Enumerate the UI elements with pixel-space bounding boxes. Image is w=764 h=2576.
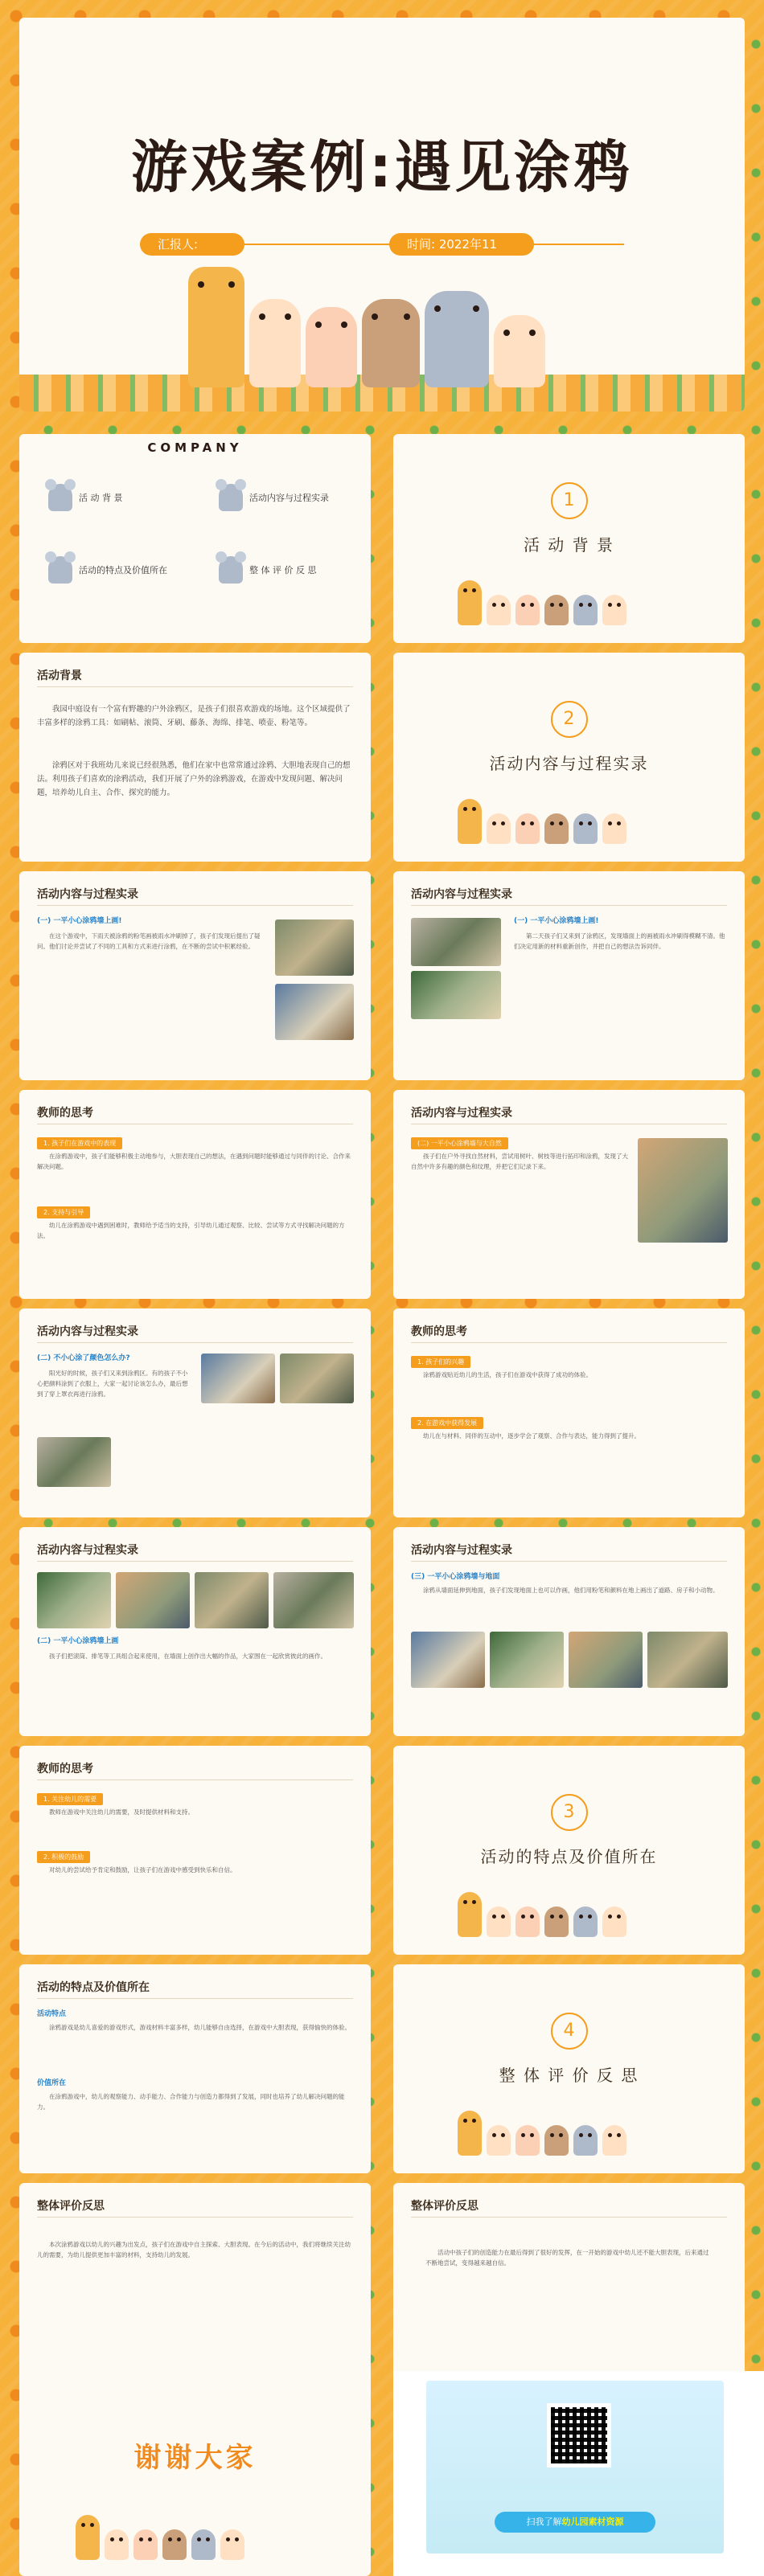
kid-character [487,2125,511,2156]
giraffe-character [458,2111,482,2156]
activity-photo [275,984,354,1040]
character-group [458,799,626,844]
activity-photo [116,1572,190,1628]
slide-title: 整体评价反思 [37,2200,105,2213]
paragraph: 孩子们把滚筒、排笔等工具组合起来使用，在墙面上创作出大幅的作品，大家围在一起欣赏彼此的画作。 [49,1652,327,1660]
paragraph: 对幼儿的尝试给予肯定和鼓励，让孩子们在游戏中感受到快乐和自信。 [49,1866,236,1874]
qr-banner [495,2512,655,2533]
section-slide-1 [393,434,745,643]
company-label: COMPANY [147,440,243,455]
section-slide-2 [393,653,745,862]
title-divider [37,1779,353,1780]
activity-photo [411,918,501,966]
cover-title-text: 游戏案例:遇见涂鸦 [131,134,633,200]
giraffe-character [458,580,482,625]
slide-title: 活动内容与过程实录 [37,1325,138,1338]
record-slide [19,1308,371,1517]
subsection-tag: (二) 一平小心涂鸦墙上画 [37,1637,119,1645]
kid-character [105,2529,129,2560]
record-slide [393,1527,745,1736]
mouse-character [191,2529,216,2560]
slide-title: 活动背景 [37,670,82,682]
toc-slide [19,434,371,643]
background-slide [19,653,371,862]
activity-photo [273,1572,354,1628]
title-divider [411,1342,727,1343]
giraffe-character [458,1892,482,1937]
title-divider [37,1998,353,1999]
mouse-character [573,595,598,625]
activity-photo [411,1632,485,1688]
slide-title: 活动内容与过程实录 [411,1107,512,1120]
paragraph: 在这个游戏中，下雨天被涂鸦的粉笔画被雨水冲刷掉了，孩子们发现后提出了疑问。他们讨论并尝试了不同的工具和方式来进行涂鸦，在不断的尝试中积累经验。 [37,932,261,950]
bunny-girl-character [515,2125,540,2156]
slide-title: 活动内容与过程实录 [37,888,138,901]
title-divider [37,686,353,687]
title-divider [37,1561,353,1562]
subsection-tag: 1. 关注幼儿的需要 [37,1793,103,1805]
dog-character [162,2529,187,2560]
paragraph: 在涂鸦游戏中，幼儿的观察能力、动手能力、合作能力与创造力都得到了发展，同时也培养了幼儿解决问题的能力。 [37,2093,345,2111]
giraffe-character [458,799,482,844]
value-heading: 价值所在 [37,2079,67,2087]
paragraph: 我园中庭设有一个富有野趣的户外涂鸦区，是孩子们很喜欢游戏的场地。这个区域提供了丰富多样的涂鸦工具：如刷帖、滚筒、牙刷、藤条、海绵、排笔、喷壶、粉笔等。 [37,705,351,727]
slide-title: 活动的特点及价值所在 [37,1981,150,1994]
kid-character [602,813,626,844]
activity-photo [638,1138,728,1243]
toc-item-1[interactable] [48,484,123,511]
character-group [458,1892,626,1937]
character-group [76,2515,244,2560]
mouse-icon [48,484,72,511]
section-title: 活动的特点及价值所在 [480,1847,658,1866]
mouse-icon [219,556,243,584]
section-title: 整 体 评 价 反 思 [499,2066,639,2085]
paragraph: 涂鸦从墙面延伸到地面，孩子们发现地面上也可以作画，他们用粉笔和颜料在地上画出了道路、房子和小动物。 [423,1587,719,1594]
qr-code-icon[interactable] [547,2403,611,2467]
paragraph: 幼儿在与材料、同伴的互动中，逐步学会了观察、合作与表达，能力得到了提升。 [423,1432,640,1440]
feature-heading: 活动特点 [37,2010,67,2018]
slide-title: 活动内容与过程实录 [411,888,512,901]
activity-photo [195,1572,269,1628]
dog-character [544,813,569,844]
kid-character [249,299,301,387]
subsection-tag: 1. 孩子们在游戏中的表现 [37,1137,122,1149]
mouse-character [425,291,489,387]
paragraph: 幼儿在涂鸦游戏中遇到困难时，教师给予适当的支持，引导幼儿通过观察、比较、尝试等方式寻找解决问题的方法。 [37,1222,345,1239]
activity-photo [275,919,354,976]
dog-character [362,299,420,387]
toc-item-4[interactable] [219,556,316,584]
section-slide-4 [393,1964,745,2173]
subsection-tag: 2. 积极的鼓励 [37,1851,90,1863]
section-number: 3 [551,1794,588,1831]
teacher-thinking-slide [393,1308,745,1517]
qr-banner-highlight: 幼儿园素材资源 [561,2517,624,2527]
slide-title: 整体评价反思 [411,2200,479,2213]
kid-character [602,1906,626,1937]
title-divider [37,1342,353,1343]
activity-photo [280,1354,354,1403]
toc-label: 活 动 背 景 [79,493,123,503]
record-slide [393,871,745,1080]
subsection-tag: 2. 在游戏中获得发展 [411,1417,483,1429]
slide-title: 教师的思考 [37,1763,93,1775]
cover-slide [19,18,745,412]
kid-character [602,2125,626,2156]
paragraph: 涂鸦区对于我班幼儿来说已经很熟悉，他们在家中也常常通过涂鸦、大胆地表现自己的想法。利用孩子们喜欢的涂鸦活动，我们开展了户外的涂鸦游戏，在游戏中发现问题、解决问题，培养幼儿自主、合作、探究的能力。 [37,761,351,797]
thanks-text: 谢谢大家 [133,2442,257,2474]
paragraph: 第二天孩子们又来到了涂鸦区，发现墙面上的画被雨水冲刷得模糊不清。他们决定用新的材料重新创作，并把自己的想法告诉同伴。 [514,932,725,950]
kid-character [487,595,511,625]
reflection-slide [393,2183,745,2392]
bunny-girl-character [133,2529,158,2560]
paragraph: 孩子们在户外寻找自然材料，尝试用树叶、树枝等进行拓印和涂鸦，发现了大自然中许多有趣的颜色和纹理，并把它们记录下来。 [411,1153,628,1170]
paragraph: 涂鸦游戏贴近幼儿的生活，孩子们在游戏中获得了成功的体验。 [423,1371,592,1378]
cover-title [19,122,745,203]
subsection-tag: (二) 不小心涂了颜色怎么办? [37,1354,130,1362]
mouse-icon [219,484,243,511]
activity-photo [490,1632,564,1688]
qr-banner-text: 扫我了解 [526,2517,562,2527]
activity-photo [37,1437,111,1487]
character-group [188,267,545,387]
toc-label: 活动内容与过程实录 [249,493,329,503]
bunny-girl-character [515,1906,540,1937]
kid-character [220,2529,244,2560]
teacher-thinking-slide [19,1746,371,1955]
bunny-girl-character [306,307,357,387]
activity-photo [201,1354,275,1403]
title-divider [37,2217,353,2218]
mouse-character [573,813,598,844]
subsection-tag: (三) 一平小心涂鸦墙与地面 [411,1573,500,1581]
teacher-thinking-slide [19,1090,371,1299]
slide-title: 教师的思考 [411,1325,467,1338]
section-number: 2 [551,701,588,738]
giraffe-character [188,267,244,387]
bunny-girl-character [515,595,540,625]
record-slide [393,1090,745,1299]
title-divider [411,905,727,906]
mouse-icon [48,556,72,584]
features-slide [19,1964,371,2173]
section-number: 1 [551,482,588,519]
bunny-girl-character [515,813,540,844]
paragraph: 在涂鸦游戏中，孩子们能够积极主动地参与，大胆表现自己的想法，在遇到问题时能够通过与同伴的讨论、合作来解决问题。 [37,1153,351,1170]
mouse-character [573,2125,598,2156]
qr-promo-card[interactable] [426,2381,724,2553]
section-title: 活动内容与过程实录 [489,754,649,773]
section-slide-3 [393,1746,745,1955]
slide-title: 活动内容与过程实录 [411,1544,512,1557]
paragraph: 教师在游戏中关注幼儿的需要，及时提供材料和支持。 [49,1808,194,1816]
paragraph: 本次涂鸦游戏以幼儿的兴趣为出发点，孩子们在游戏中自主探索、大胆表现。在今后的活动中，我们将继续关注幼儿的需要，为幼儿提供更加丰富的材料，支持幼儿的发展。 [37,2241,351,2259]
subsection-tag: 1. 孩子们的兴趣 [411,1356,470,1368]
character-group [458,2111,626,2156]
title-divider [37,905,353,906]
time-pill: 时间: 2022年11 [389,233,534,256]
character-group [458,580,626,625]
subsection-tag: (一) 一平小心涂鸦墙上画! [37,917,122,925]
dog-character [544,2125,569,2156]
paragraph: 阳光好的时候，孩子们又来到涂鸦区。有的孩子不小心把颜料涂到了衣服上，大家一起讨论该怎么办，最后想到了穿上罩衣再进行涂鸦。 [37,1370,188,1398]
paragraph: 涂鸦游戏是幼儿喜爱的游戏形式，游戏材料丰富多样，幼儿能够自由选择，在游戏中大胆表现，获得愉快的体验。 [49,2024,351,2031]
giraffe-character [76,2515,100,2560]
paragraph: 活动中孩子们的创造能力在最后得到了很好的发挥，在一开始的游戏中幼儿还不能大胆表现，后来通过不断地尝试，变得越来越自信。 [425,2249,709,2267]
subsection-tag: (二) 一平小心涂鸦墙与大自然 [411,1137,508,1149]
kid-character [602,595,626,625]
record-slide [19,871,371,1080]
cover-info-bar [140,233,624,256]
mouse-character [573,1906,598,1937]
title-divider [411,2217,727,2218]
reflection-slide [19,2183,371,2392]
kid-character [487,813,511,844]
reporter-pill: 汇报人: [140,233,244,256]
record-slide [19,1527,371,1736]
subsection-tag: (一) 一平小心涂鸦墙上画! [514,917,599,925]
dog-character [544,1906,569,1937]
subsection-tag: 2. 支持与引导 [37,1206,90,1218]
activity-photo [569,1632,643,1688]
dog-character [544,595,569,625]
activity-photo [647,1632,728,1688]
thanks-slide [19,2371,371,2576]
slide-title: 活动内容与过程实录 [37,1544,138,1557]
title-divider [411,1561,727,1562]
toc-item-2[interactable] [219,484,329,511]
activity-photo [37,1572,111,1628]
toc-label: 活动的特点及价值所在 [79,565,167,575]
slide-title: 教师的思考 [37,1107,93,1120]
toc-item-3[interactable] [48,556,167,584]
toc-label: 整 体 评 价 反 思 [249,565,317,575]
section-title: 活 动 背 景 [523,535,615,555]
kid-character [494,315,545,387]
activity-photo [411,971,501,1019]
kid-character [487,1906,511,1937]
section-number: 4 [551,2013,588,2050]
